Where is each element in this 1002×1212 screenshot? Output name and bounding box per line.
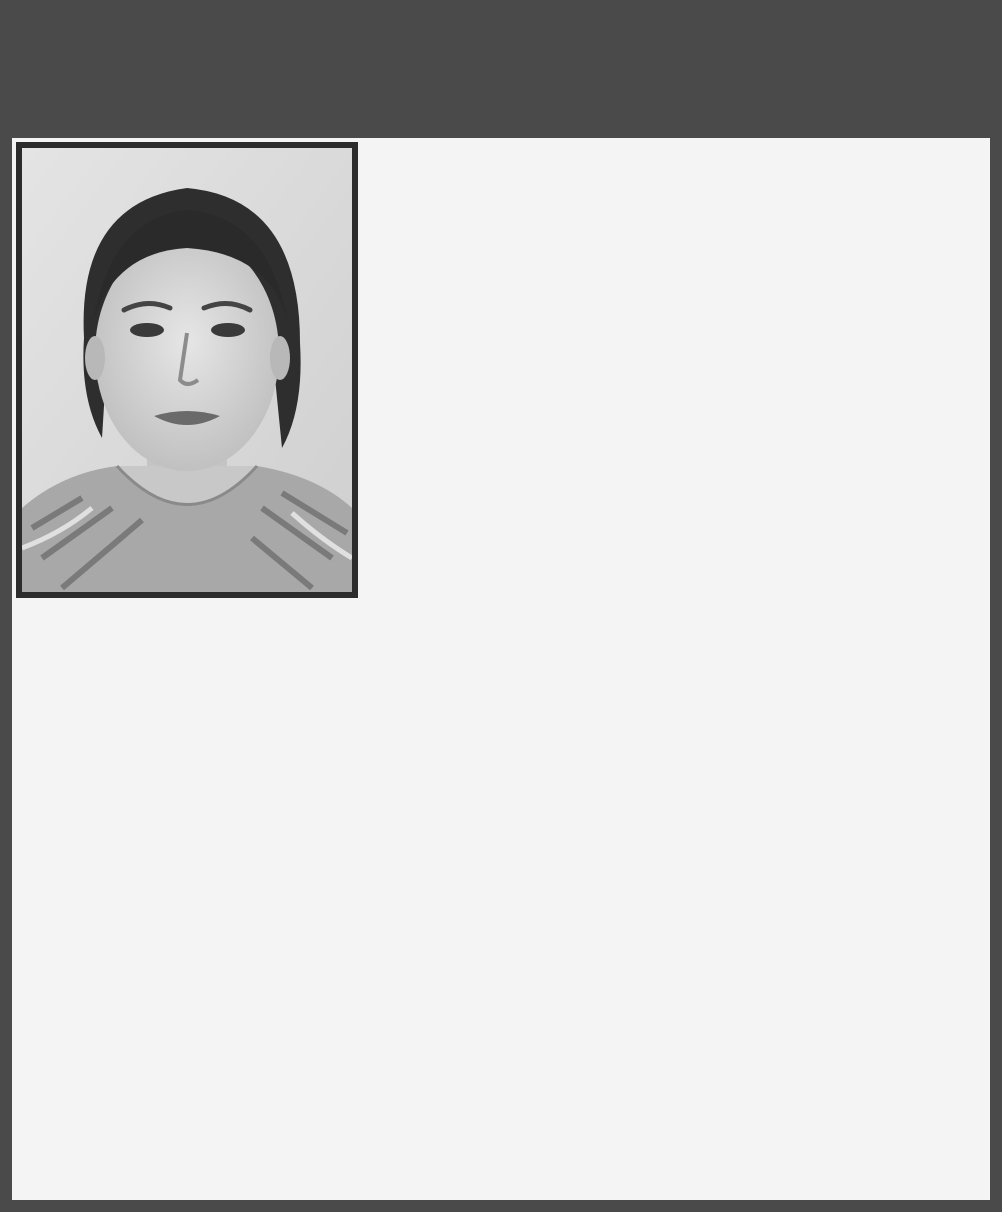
applicant-portrait-icon bbox=[22, 148, 352, 592]
notice-heading bbox=[0, 0, 1002, 136]
notice-panel bbox=[12, 138, 990, 1200]
applicant-photo bbox=[16, 142, 358, 598]
